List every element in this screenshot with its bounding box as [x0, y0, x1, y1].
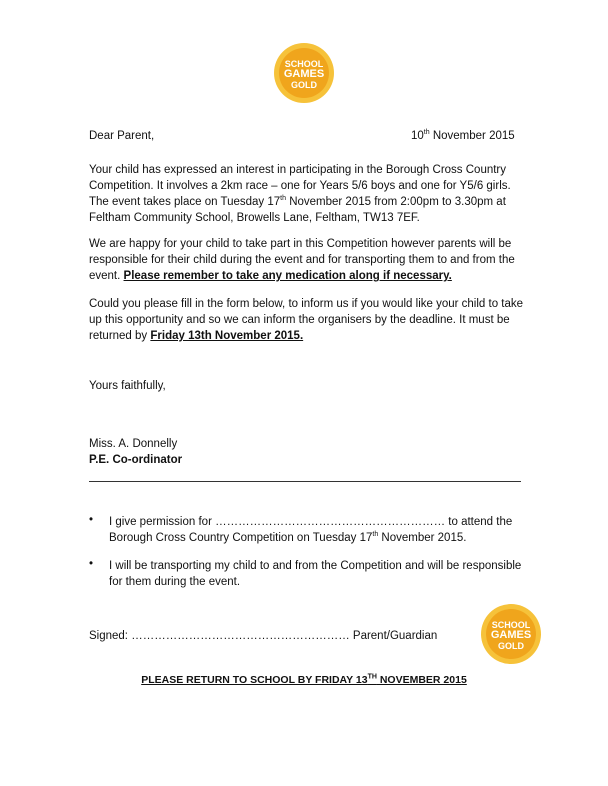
letter-date: [411, 130, 515, 142]
logo-badge-icon: [480, 603, 542, 665]
p1-text-a: Your child has expressed an interest in participating in the Borough Cross Country Competition. It involves a 2km race – one for Years 5/6 boys and one for Y5/6 girls. The event takes place on Tuesday 17: [89, 164, 511, 208]
divider: [89, 481, 521, 482]
greeting: Dear Parent,: [89, 130, 155, 142]
date-rest: November 2015: [429, 130, 515, 142]
date-day: 10: [411, 130, 424, 142]
bullet-icon: •: [89, 514, 94, 526]
paragraph-responsibility: [89, 236, 529, 284]
signer-name: Miss. A. Donnelly: [89, 438, 178, 450]
signature-line: Signed: ………………………………………………… Parent/Guardian: [89, 630, 438, 642]
permission-statement: [109, 514, 529, 546]
b1-suffix: th: [372, 531, 379, 539]
b1-text-b: November 2015.: [378, 532, 467, 544]
b1-text-a: I give permission for …………………………………………………… to attend the Borough Cross Country Competition on Tuesday 17: [109, 516, 513, 544]
logo-line2: GAMES: [283, 68, 325, 80]
logo-line3: GOLD: [498, 641, 524, 651]
footer-suffix: TH: [367, 673, 377, 681]
bullet-icon: •: [89, 558, 94, 570]
transport-statement: I will be transporting my child to and from the Competition and will be responsible for them during the event.: [109, 560, 522, 588]
date-suffix: th: [423, 129, 430, 137]
logo-badge-icon: [273, 42, 335, 104]
p2-text-a: We are happy for your child to take part in this Competition however parents will be responsible for their child during the event and for transporting them to and from the event.: [89, 238, 515, 282]
school-games-gold-logo-top: [273, 42, 335, 104]
paragraph-form-request: [89, 296, 529, 344]
logo-line1: SCHOOL: [284, 59, 324, 69]
logo-line3: GOLD: [291, 80, 317, 90]
school-games-gold-logo-bottom: [480, 603, 542, 665]
signer-title: P.E. Co-ordinator: [89, 454, 183, 466]
footer-text-a: PLEASE RETURN TO SCHOOL BY FRIDAY 13: [141, 674, 368, 686]
footer-text-b: NOVEMBER 2015: [376, 674, 467, 686]
p3-text-a: Could you please fill in the form below, to inform us if you would like your child to take up this opportunity and so we can inform the organisers by the deadline. It must be returned by: [89, 298, 524, 342]
p2-medication-note: Please remember to take any medication along if necessary.: [123, 270, 452, 282]
paragraph-event-info: [89, 162, 529, 226]
return-deadline-footer: [0, 674, 608, 686]
p1-text-b: November 2015 from 2:00pm to 3.30pm at Feltham Community School, Browells Lane, Feltham, TW13 7EF.: [89, 196, 506, 224]
p3-deadline: Friday 13th November 2015.: [150, 330, 304, 342]
closing: Yours faithfully,: [89, 380, 166, 392]
p1-suffix: th: [280, 195, 286, 203]
logo-line1: SCHOOL: [491, 620, 531, 630]
logo-line2: GAMES: [490, 629, 532, 641]
